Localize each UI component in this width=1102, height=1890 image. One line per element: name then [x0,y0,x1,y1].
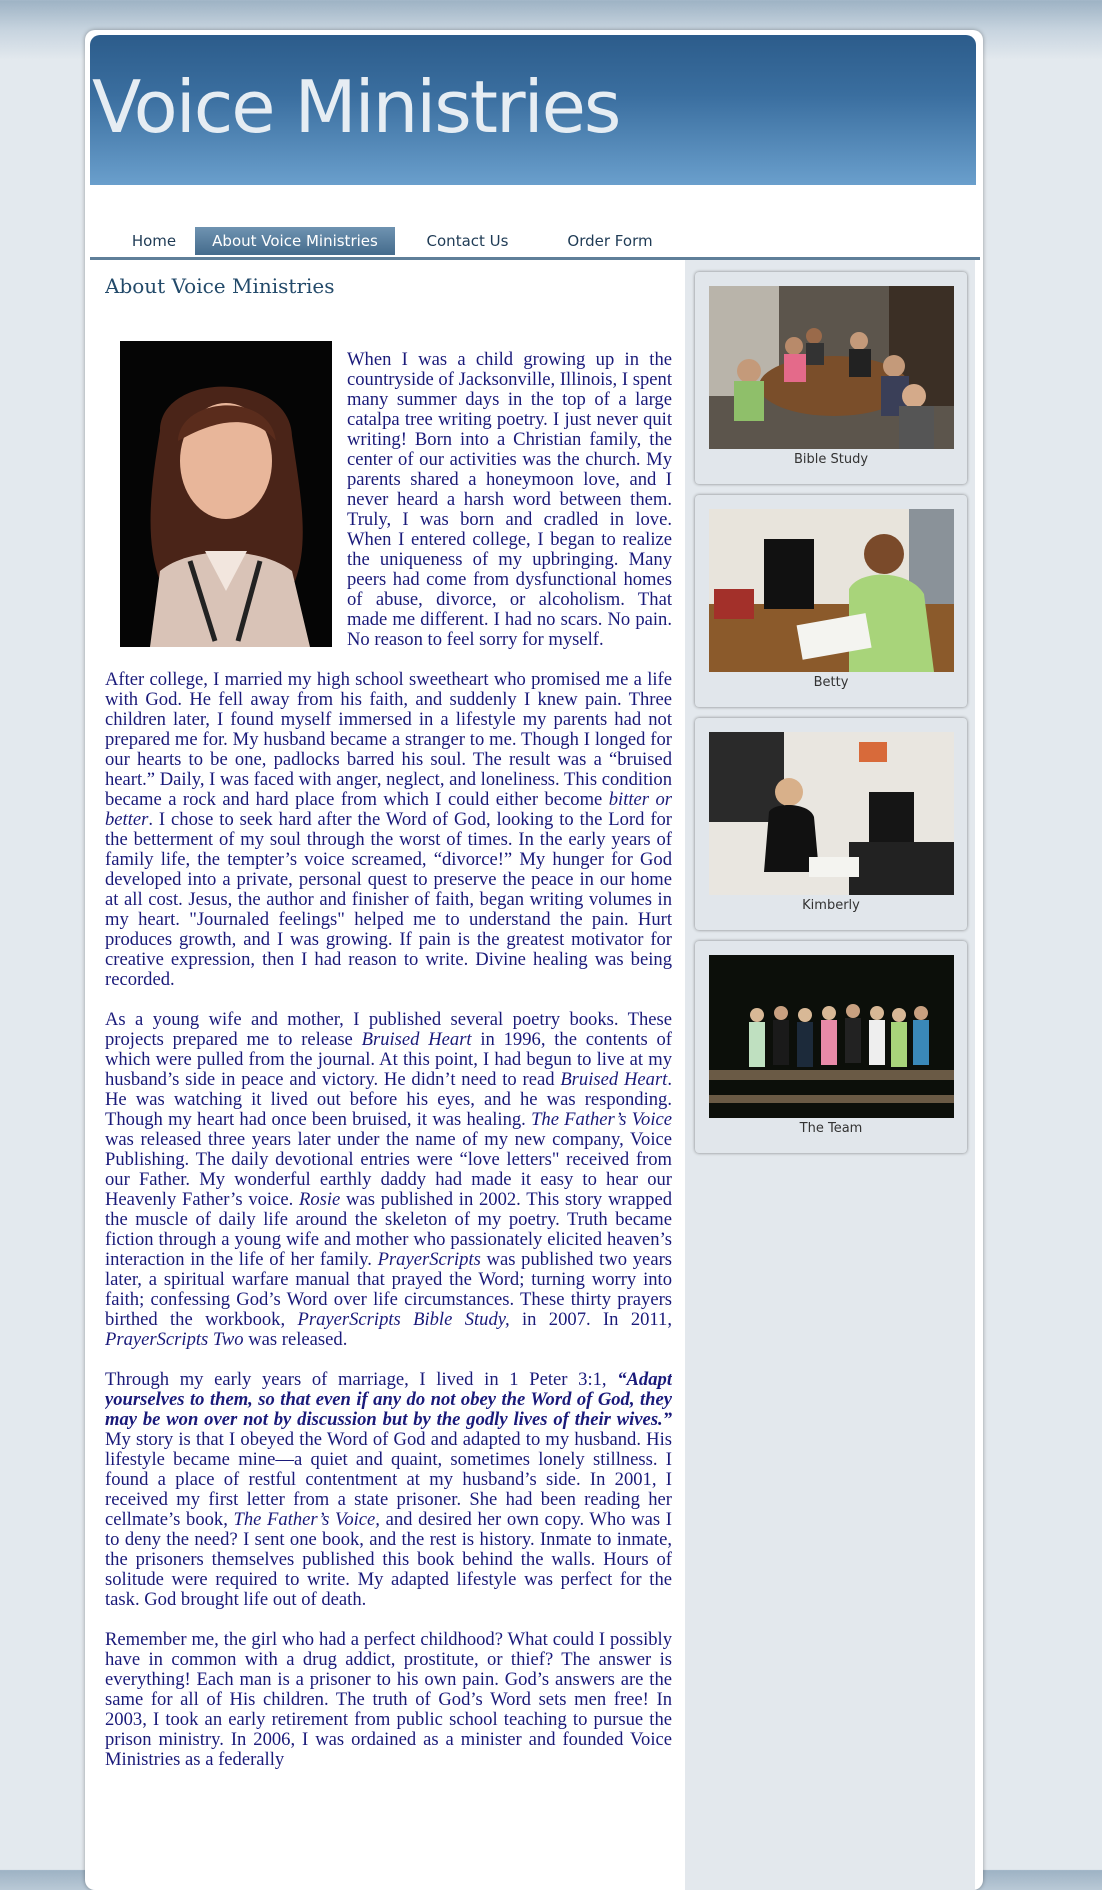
p3-text-i: was published in 2002. This story wrapped the muscle of daily life around the skeleton of my poetry. Truth became fiction through a young wife and mother who passionately elicited heaven’s interaction in the life of her family. [105,1189,672,1270]
p4-text-c: My story is that I obeyed the Word of God and adapted to my husband. His lifestyle became mine—a quiet and quaint, sometimes lonely stillness. I found a place of restful contentment at my husband’s side. In 2001, I received my first letter from a state prisoner. She had been reading her cellmate’s book, [105,1429,672,1530]
p4-scripture-quote: “Adapt yourselves to them, so that even if any do not obey the Word of God, they may be won over not by discussion but by the godly lives of their wives.” [105,1369,672,1430]
p3-text-c: in 1996, the contents of which were pulled from the journal. At this point, I had begun to live at my husband’s side in peace and victory. He didn’t need to read [105,1029,672,1090]
paragraph-4 [105,1370,672,1610]
author-portrait [120,341,332,647]
photo-card-kimberly [695,718,967,930]
betty-photo [709,509,954,672]
p3-text-k: was published two years later, a spiritual warfare manual that prayed the Word; turning worry into faith; confessing God’s Word over life circumstances. These thirty prayers birthed the workbook, [105,1249,672,1330]
p3-title-bruised-heart: Bruised Heart [361,1029,472,1050]
photo-card-the-team [695,941,967,1153]
site-header [90,35,976,185]
main-content [105,270,672,1890]
paragraph-1: When I was a child growing up in the countryside of Jacksonville, Illinois, I spent many summer days in the top of a large catalpa tree writing poetry. I just never quit writing! Born into a Christian family, the center of our activities was the church. My parents shared a honeymoon love, and I never heard a harsh word between them. Truly, I was born and cradled in love. When I entered college, I began to realize the uniqueness of my upbringing. Many peers had come from dysfunctional homes of abuse, divorce, or alcoholism. That made me different. I had no scars. No pain. No reason to feel sorry for myself. [347,349,672,650]
kimberly-photo [709,732,954,895]
team-photo [709,955,954,1118]
p4-text-e: and desired her own copy. Who was I to deny the need? I sent one book, and the rest is history. Inmate to inmate, the prisoners themselves published this book behind the walls. Hours of solitude were required to write. My adapted lifestyle was perfect for the task. God brought life out of death. [105,1509,672,1610]
paragraph-2-text-end: . I chose to seek hard after the Word of God, looking to the Lord for the betterment of my soul through the worst of times. In the early years of family life, the tempter’s voice screamed, “divorce!” My hunger for God developed into a private, personal quest to preserve the peace in our home at all cost. Jesus, the author and finisher of faith, began writing volumes in my heart. "Journaled feelings" helped me to understand the pain. Hurt produces growth, and I was growing. If pain is the greatest motivator for creative expression, then I had reason to write. Divine healing was being recorded. [105,809,672,990]
p4-title-fathers-voice: The Father’s Voice, [233,1509,380,1530]
p3-text-g: was released three years later under the name of my new company, Voice Publishing. The daily devotional entries were “love letters" received from our Father. My wonderful earthly daddy had made it easy to hear our Heavenly Father’s voice. [105,1129,672,1210]
p3-title-fathers-voice: The Father’s Voice [531,1109,672,1130]
bible-study-photo [709,286,954,449]
caption-betty: Betty [813,675,849,690]
caption-kimberly: Kimberly [802,898,860,913]
p3-title-rosie: Rosie [299,1189,341,1210]
p3-title-prayerscripts: PrayerScripts [377,1249,481,1270]
paragraph-2 [105,670,672,990]
nav-order-form[interactable]: Order Form [567,232,653,250]
p3-title-prayerscripts-bible-study: PrayerScripts Bible Study, [297,1309,510,1330]
p3-text-o: was released. [243,1329,348,1350]
paragraph-5: Remember me, the girl who had a perfect childhood? What could I possibly have in common with a drug addict, prostitute, or thief? The answer is everything! Each man is a prisoner to his own pain. God’s answers are the same for all of His children. The truth of God’s Word sets men free! In 2003, I took an early retirement from public school teaching to pursue the prison ministry. In 2006, I was ordained as a minister and founded Voice Ministries as a federally [105,1629,672,1770]
p3-text-a: As a young wife and mother, I published several poetry books. These projects prepared me to release [105,1009,672,1050]
site-title: Voice Ministries [92,65,620,149]
paragraph-3 [105,1010,672,1350]
p3-title-prayerscripts-two: PrayerScripts Two [105,1329,244,1350]
p3-text-m: in 2007. In 2011, [509,1309,672,1330]
nav-home[interactable]: Home [131,232,177,250]
caption-the-team: The Team [799,1121,863,1136]
photo-card-bible-study [695,272,967,484]
p3-title-bruised-heart-2: Bruised Heart [560,1069,668,1090]
p3-text-e: . He was watching it lived out before his eyes, and he was responding. Though my heart had once been bruised, it was healing. [105,1069,672,1130]
photo-card-betty [695,495,967,707]
paragraph-2-text: After college, I married my high school sweetheart who promised me a life with God. He fell away from his faith, and suddenly I knew pain. Three children later, I found myself immersed in a lifestyle my parents had not prepared me for. My husband became a stranger to me. Though I longed for our hearts to be one, padlocks barred his soul. The result was a “bruised heart.” Daily, I was faced with anger, neglect, and loneliness. This condition became a rock and hard place from which I could either become [105,669,672,810]
nav-contact-us[interactable]: Contact Us [426,232,509,250]
page-title: About Voice Ministries [105,274,335,298]
p4-text-a: Through my early years of marriage, I lived in 1 Peter 3:1, [105,1369,618,1390]
nav-about-voice-ministries[interactable]: About Voice Ministries [195,227,395,255]
paragraph-2-italic: bitter or better [105,789,672,830]
caption-bible-study: Bible Study [793,452,869,467]
photo-sidebar [685,260,975,1890]
page-container [85,30,983,1890]
main-navigation [90,195,980,260]
